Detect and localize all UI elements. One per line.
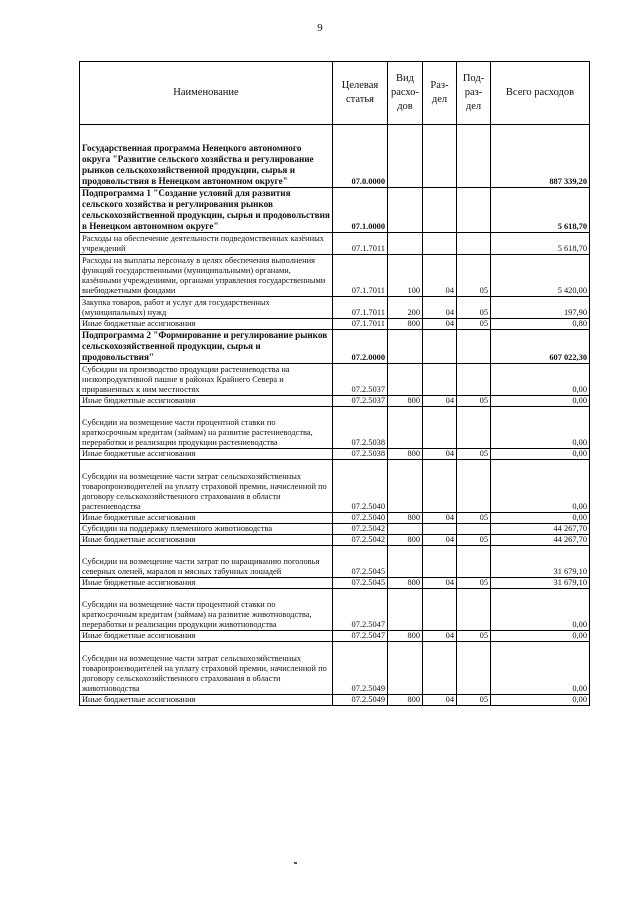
cell-kind: 800 (388, 513, 423, 524)
cell-kind: 800 (388, 695, 423, 706)
page-number: 9 (317, 22, 323, 34)
cell-target: 07.2.5038 (333, 407, 388, 449)
cell-kind (388, 524, 423, 535)
cell-kind (388, 188, 423, 233)
cell-target: 07.2.5049 (333, 642, 388, 695)
table-row (80, 233, 590, 255)
table-row (80, 642, 590, 695)
cell-subsection (457, 233, 491, 255)
table-row (80, 524, 590, 535)
cell-target: 07.1.7011 (333, 233, 388, 255)
cell-name: Субсидии на возмещение части процентной ставки по краткосрочным кредитам (займам) на развитие растениеводства, переработки и реализации продукции растениеводства (80, 407, 333, 449)
cell-name: Подпрограмма 1 "Создание условий для развития сельского хозяйства и регулирования рынков сельскохозяйственной продукции, сырья и продовольствия в Ненецком автономном округе" (80, 188, 333, 233)
cell-kind (388, 330, 423, 364)
cell-total: 0,80 (491, 319, 590, 330)
cell-subsection (457, 364, 491, 396)
table-row (80, 449, 590, 460)
cell-target: 07.2.0000 (333, 330, 388, 364)
cell-target: 07.2.5049 (333, 695, 388, 706)
header-name: Наименование (80, 62, 333, 125)
cell-target: 07.2.5042 (333, 535, 388, 546)
cell-kind: 800 (388, 631, 423, 642)
cell-target: 07.2.5047 (333, 631, 388, 642)
cell-section (423, 460, 457, 513)
cell-name: Иные бюджетные ассигнования (80, 631, 333, 642)
cell-total: 5 618,70 (491, 233, 590, 255)
cell-section: 04 (423, 631, 457, 642)
cell-target: 07.2.5045 (333, 546, 388, 578)
cell-name: Иные бюджетные ассигнования (80, 449, 333, 460)
cell-target: 07.1.0000 (333, 188, 388, 233)
cell-name: Иные бюджетные ассигнования (80, 695, 333, 706)
cell-subsection (457, 125, 491, 188)
cell-subsection: 05 (457, 695, 491, 706)
cell-section: 04 (423, 513, 457, 524)
header-target: Целевая статья (333, 62, 388, 125)
cell-subsection: 05 (457, 396, 491, 407)
table-row (80, 364, 590, 396)
cell-subsection (457, 460, 491, 513)
cell-total: 0,00 (491, 513, 590, 524)
cell-target: 07.2.5042 (333, 524, 388, 535)
cell-target: 07.1.7011 (333, 255, 388, 297)
cell-subsection: 05 (457, 297, 491, 319)
cell-total: 44 267,70 (491, 535, 590, 546)
cell-name: Государственная программа Ненецкого автономного округа "Развитие сельского хозяйства и регулирование рынков сельскохозяйственной продукции, сырья и продовольствия в Ненецком автономном округе" (80, 125, 333, 188)
header-kind: Вид расхо-дов (388, 62, 423, 125)
cell-section: 04 (423, 255, 457, 297)
cell-target: 07.2.5047 (333, 589, 388, 631)
cell-subsection: 05 (457, 255, 491, 297)
cell-section (423, 188, 457, 233)
cell-subsection: 05 (457, 319, 491, 330)
table-header-row (80, 62, 590, 125)
cell-name: Субсидии на возмещение части процентной ставки по краткосрочным кредитам (займам) на развитие животноводства, переработки и реализации продукции животноводства (80, 589, 333, 631)
cell-section: 04 (423, 319, 457, 330)
table-row (80, 631, 590, 642)
cell-section (423, 546, 457, 578)
cell-section: 04 (423, 297, 457, 319)
table-row (80, 535, 590, 546)
cell-name: Субсидии на возмещение части затрат сельскохозяйственных товаропроизводителей на уплату страховой премии, начисленной по договору сельскохозяйственного страхования в области животноводства (80, 642, 333, 695)
cell-section (423, 589, 457, 631)
cell-subsection (457, 524, 491, 535)
cell-subsection (457, 589, 491, 631)
cell-target: 07.0.0000 (333, 125, 388, 188)
cell-total: 197,90 (491, 297, 590, 319)
cell-kind (388, 546, 423, 578)
cell-name: Иные бюджетные ассигнования (80, 396, 333, 407)
header-total: Всего расходов (491, 62, 590, 125)
cell-kind (388, 407, 423, 449)
cell-name: Иные бюджетные ассигнования (80, 578, 333, 589)
cell-total: 0,00 (491, 407, 590, 449)
cell-kind: 800 (388, 578, 423, 589)
cell-total: 0,00 (491, 631, 590, 642)
table-row (80, 460, 590, 513)
table-row (80, 297, 590, 319)
table-row (80, 330, 590, 364)
cell-total: 0,00 (491, 396, 590, 407)
table-row (80, 255, 590, 297)
table-row (80, 695, 590, 706)
table-row (80, 546, 590, 578)
table-row (80, 513, 590, 524)
cell-total: 0,00 (491, 589, 590, 631)
cell-subsection (457, 546, 491, 578)
cell-total: 0,00 (491, 449, 590, 460)
cell-kind (388, 125, 423, 188)
cell-section (423, 642, 457, 695)
table-row (80, 319, 590, 330)
cell-name: Субсидии на производство продукции растениеводства на низкопродуктивной пашне в районах Крайнего Севера и приравненных к ним местностях (80, 364, 333, 396)
cell-name: Субсидии на возмещение части затрат по наращиванию поголовья северных оленей, маралов и мясных табунных лошадей (80, 546, 333, 578)
header-section: Раз-дел (423, 62, 457, 125)
cell-target: 07.2.5040 (333, 513, 388, 524)
cell-total: 607 022,30 (491, 330, 590, 364)
cell-subsection (457, 407, 491, 449)
cell-target: 07.1.7011 (333, 319, 388, 330)
expenditure-table (79, 61, 590, 706)
cell-subsection: 05 (457, 535, 491, 546)
cell-total: 31 679,10 (491, 546, 590, 578)
cell-subsection (457, 330, 491, 364)
table-row (80, 188, 590, 233)
cell-section: 04 (423, 396, 457, 407)
cell-kind: 200 (388, 297, 423, 319)
cell-section (423, 364, 457, 396)
cell-name: Подпрограмма 2 "Формирование и регулирование рынков сельскохозяйственной продукции, сырья и продовольствия" (80, 330, 333, 364)
cell-target: 07.2.5037 (333, 364, 388, 396)
cell-kind: 800 (388, 449, 423, 460)
cell-subsection: 05 (457, 449, 491, 460)
table-row (80, 125, 590, 188)
cell-subsection: 05 (457, 631, 491, 642)
cell-target: 07.2.5038 (333, 449, 388, 460)
cell-name: Закупка товаров, работ и услуг для государственных (муниципальных) нужд (80, 297, 333, 319)
cell-total: 0,00 (491, 695, 590, 706)
cell-total: 5 420,00 (491, 255, 590, 297)
cell-section: 04 (423, 449, 457, 460)
cell-section (423, 524, 457, 535)
cell-total: 0,00 (491, 364, 590, 396)
cell-total: 5 618,70 (491, 188, 590, 233)
cell-subsection (457, 642, 491, 695)
cell-total: 31 679,10 (491, 578, 590, 589)
table-row (80, 589, 590, 631)
cell-total: 0,00 (491, 460, 590, 513)
cell-section (423, 125, 457, 188)
cell-subsection (457, 188, 491, 233)
footer-mark (294, 862, 297, 864)
cell-name: Иные бюджетные ассигнования (80, 319, 333, 330)
cell-name: Расходы на обеспечение деятельности подведомственных казённых учреждений (80, 233, 333, 255)
cell-kind (388, 233, 423, 255)
table-row (80, 396, 590, 407)
cell-subsection: 05 (457, 513, 491, 524)
header-subsection: Под-раз-дел (457, 62, 491, 125)
cell-kind (388, 642, 423, 695)
table-row (80, 407, 590, 449)
cell-name: Субсидии на возмещение части затрат сельскохозяйственных товаропроизводителей на уплату страховой премии, начисленной по договору сельскохозяйственного страхования в области растениеводства (80, 460, 333, 513)
cell-name: Иные бюджетные ассигнования (80, 513, 333, 524)
cell-kind: 800 (388, 535, 423, 546)
cell-kind (388, 460, 423, 513)
cell-section: 04 (423, 535, 457, 546)
cell-total: 44 267,70 (491, 524, 590, 535)
cell-section (423, 407, 457, 449)
cell-target: 07.2.5040 (333, 460, 388, 513)
cell-total: 0,00 (491, 642, 590, 695)
cell-section (423, 330, 457, 364)
cell-kind: 100 (388, 255, 423, 297)
cell-section: 04 (423, 695, 457, 706)
cell-section: 04 (423, 578, 457, 589)
cell-total: 887 339,20 (491, 125, 590, 188)
cell-target: 07.2.5045 (333, 578, 388, 589)
cell-name: Иные бюджетные ассигнования (80, 535, 333, 546)
cell-kind: 800 (388, 319, 423, 330)
cell-kind (388, 364, 423, 396)
cell-subsection: 05 (457, 578, 491, 589)
cell-kind: 800 (388, 396, 423, 407)
table-row (80, 578, 590, 589)
cell-name: Расходы на выплаты персоналу в целях обеспечения выполнения функций государственными (муниципальными) органами, казёнными учреждениями, органами управления государственными внебюджетными фондами (80, 255, 333, 297)
cell-name: Субсидии на поддержку племенного животноводства (80, 524, 333, 535)
cell-section (423, 233, 457, 255)
cell-target: 07.1.7011 (333, 297, 388, 319)
cell-target: 07.2.5037 (333, 396, 388, 407)
cell-kind (388, 589, 423, 631)
